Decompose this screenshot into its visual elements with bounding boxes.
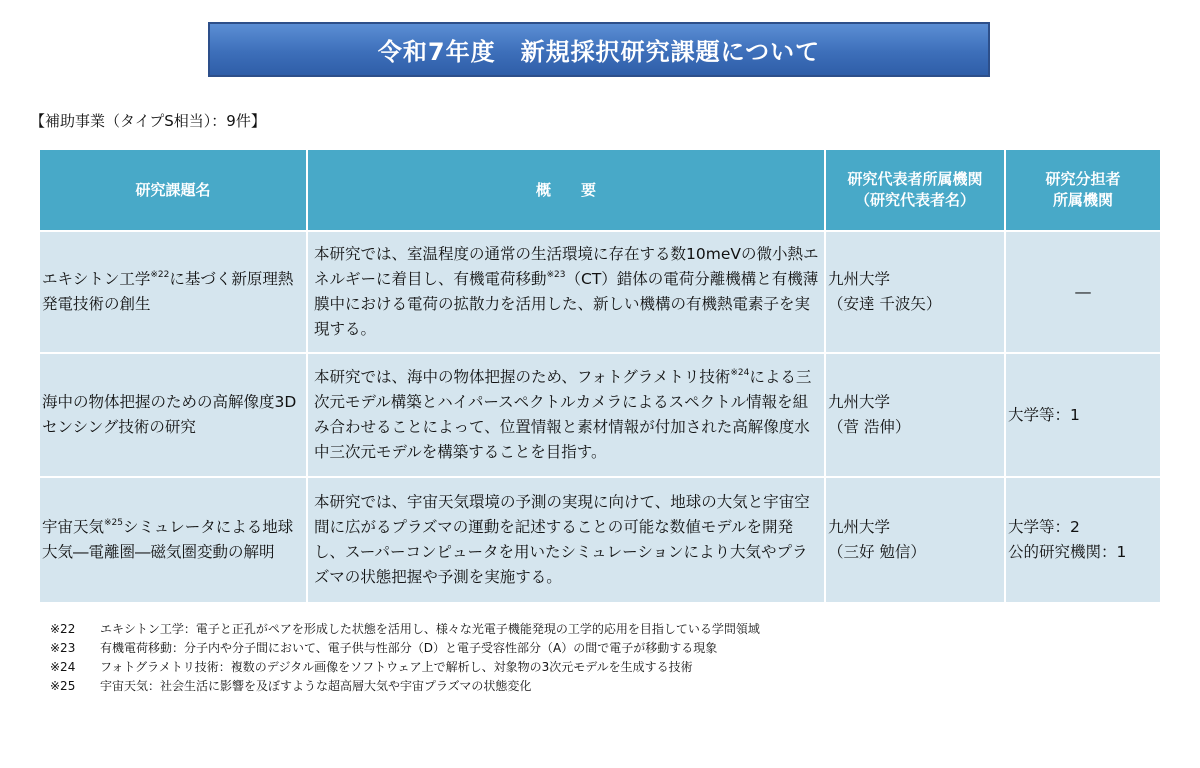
- footnote: [50, 677, 760, 696]
- footnote-text: エキシトン工学：電子と正孔がペアを形成した状態を活用し、様々な光電子機能発現の工学的応用を目指している学問領域: [100, 622, 760, 636]
- representative-cell: [825, 231, 1005, 353]
- header-representative-line1: 研究代表者所属機関: [847, 170, 983, 188]
- project-title: 宇宙天気$^{※25}$シミュレータによる地球大気―電離圏―磁気圏変動の解明: [39, 477, 307, 603]
- footnote-ref: ※25: [104, 518, 124, 528]
- footnote-ref: ※22: [150, 270, 170, 280]
- partner-count: 大学等：2: [1008, 518, 1080, 536]
- section-subtitle: 【補助事業（タイプS相当）：9件】: [30, 112, 266, 130]
- header-partner-line2: 所属機関: [1052, 191, 1113, 209]
- research-projects-table: [38, 148, 1162, 604]
- project-summary: 本研究では、海中の物体把握のため、フォトグラメトリ技術$^{※24}$による三次元モデル構築とハイパースペクトルカメラによるスペクトル情報を組み合わせることによって、位置情報と素材情報が付加された高解像度水中三次元モデルを構築することを目指す。: [307, 353, 825, 477]
- partner-cell: [1005, 353, 1161, 477]
- institution-name: 九州大学: [828, 270, 891, 288]
- representative-cell: [825, 353, 1005, 477]
- header-representative: [825, 149, 1005, 231]
- institution-name: 九州大学: [828, 518, 891, 536]
- footnote-mark: ※22: [50, 622, 76, 636]
- footnote-text: 有機電荷移動：分子内や分子間において、電子供与性部分（D）と電子受容性部分（A）の間で電子が移動する現象: [100, 641, 718, 655]
- project-title: エキシトン工学$^{※22}$に基づく新原理熱発電技術の創生: [39, 231, 307, 353]
- partner-count: 大学等：1: [1008, 405, 1080, 424]
- footnote-text: フォトグラメトリ技術：複数のデジタル画像をソフトウェア上で解析し、対象物の3次元モデルを生成する技術: [100, 660, 693, 674]
- footnote-ref: ※24: [730, 368, 750, 378]
- header-partner-line1: 研究分担者: [1045, 170, 1121, 188]
- partner-count: 公的研究機関：1: [1008, 543, 1127, 561]
- page-title-banner: [208, 22, 990, 77]
- header-title: 研究課題名: [39, 149, 307, 231]
- footnote-mark: ※24: [50, 660, 76, 674]
- footnote-ref: ※23: [546, 270, 566, 280]
- project-summary: 本研究では、宇宙天気環境の予測の実現に向けて、地球の大気と宇宙空間に広がるプラズマの運動を記述することの可能な数値モデルを開発し、スーパーコンピュータを用いたシミュレーションにより大気やプラズマの状態把握や予測を実施する。: [307, 477, 825, 603]
- page-title: 令和7年度 新規採択研究課題について: [377, 38, 821, 66]
- institution-name: 九州大学: [828, 393, 891, 411]
- table-row: [39, 231, 1161, 353]
- table-row: [39, 353, 1161, 477]
- table-header-row: [39, 149, 1161, 231]
- project-summary: 本研究では、室温程度の通常の生活環境に存在する数10meVの微小熱エネルギーに着目し、有機電荷移動$^{※23}$（CT）錯体の電荷分離機構と有機薄膜中における電荷の拡散力を活用した、新しい機構の有機熱電素子を実現する。: [307, 231, 825, 353]
- footnotes: [50, 620, 760, 696]
- researcher-name: （三好 勉信）: [828, 543, 926, 561]
- header-partner: [1005, 149, 1161, 231]
- partner-cell: [1005, 477, 1161, 603]
- project-title: 海中の物体把握のための高解像度3Dセンシング技術の研究: [39, 353, 307, 477]
- representative-cell: [825, 477, 1005, 603]
- researcher-name: （安達 千波矢）: [828, 295, 942, 313]
- table-row: [39, 477, 1161, 603]
- footnote: [50, 620, 760, 639]
- researcher-name: （菅 浩伸）: [828, 418, 911, 436]
- footnote-mark: ※23: [50, 641, 76, 655]
- header-summary: 概 要: [307, 149, 825, 231]
- footnote-text: 宇宙天気：社会生活に影響を及ぼすような超高層大気や宇宙プラズマの状態変化: [100, 679, 532, 693]
- footnote-mark: ※25: [50, 679, 76, 693]
- footnote: [50, 639, 760, 658]
- partner-cell: ―: [1005, 231, 1161, 353]
- header-representative-line2: （研究代表者名）: [854, 191, 975, 209]
- footnote: [50, 658, 760, 677]
